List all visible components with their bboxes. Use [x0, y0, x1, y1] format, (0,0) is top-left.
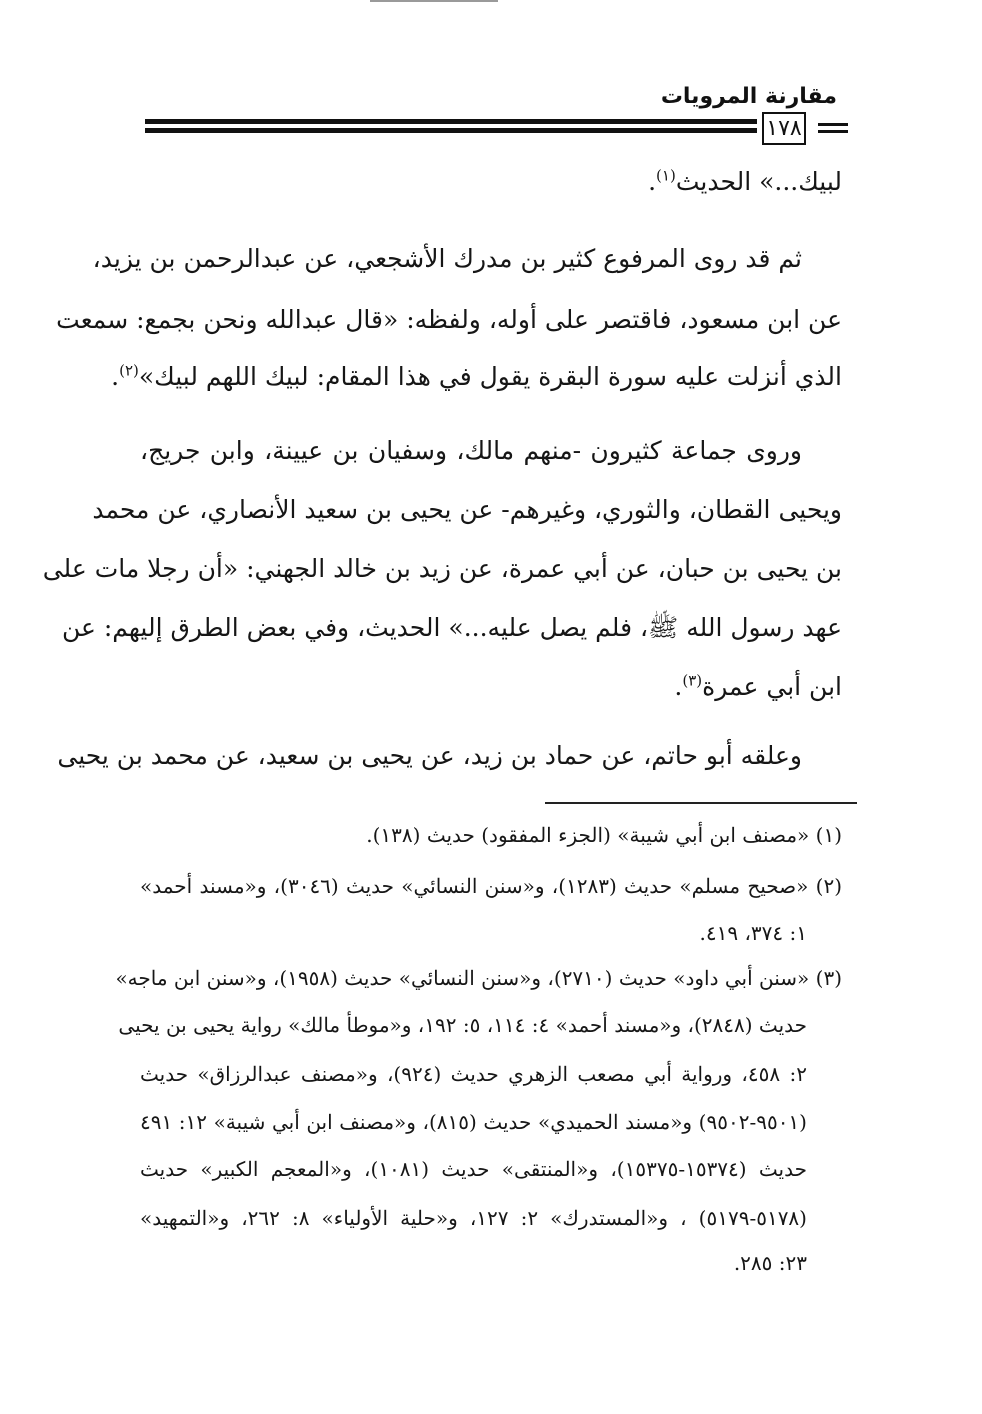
- header-rule-bottom: [145, 128, 757, 133]
- body-line: ثم قد روى المرفوع كثير بن مدرك الأشجعي، عن عبدالرحمن بن يزيد،: [92, 244, 802, 273]
- header-rule-top: [145, 119, 757, 124]
- body-line: عهد رسول الله ﷺ، فلم يصل عليه...» الحديث، وفي بعض الطرق إليهم: عن: [61, 613, 842, 642]
- footnote-line: حديث (٢٨٤٨)، و«مسند أحمد» ٤: ١١٤، ٥: ١٩٢، و«موطأ مالك» رواية يحيى بن يحيى: [118, 1013, 807, 1037]
- footnote-ref: (٣): [682, 671, 703, 690]
- body-line: بن يحيى بن حبان، عن أبي عمرة، عن زيد بن خالد الجهني: «أن رجلا مات على: [42, 554, 842, 583]
- footnote-line: ٢: ٤٥٨، ورواية أبي مصعب الزهري حديث (٩٢٤)، و«مصنف عبدالرزاق» حديث: [140, 1062, 807, 1086]
- footnote-line: (٢) «صحيح مسلم» حديث (١٢٨٣)، و«سنن النسائي» حديث (٣٠٤٦)، و«مسند أحمد»: [140, 874, 843, 898]
- body-line: ويحيى القطان، والثوري، وغيرهم- عن يحيى بن سعيد الأنصاري، عن محمد: [92, 495, 842, 524]
- body-line-text: لبيك...» الحديث: [675, 167, 842, 196]
- footnote-line: ٢٣: ٢٨٥.: [733, 1251, 807, 1275]
- footnote-line: (١) «مصنف ابن أبي شيبة» (الجزء المفقود) حديث (١٣٨).: [366, 823, 842, 847]
- footnote-line: (٥١٧٨-٥١٧٩) ، و«المستدرك» ٢: ١٢٧، و«حلية الأولياء» ٨: ٢٦٢، و«التمهيد»: [140, 1206, 807, 1230]
- body-line-tail: .: [648, 167, 657, 196]
- scan-edge-mark: [370, 0, 498, 2]
- footnote-line: (٣) «سنن أبي داود» حديث (٢٧١٠)، و«سنن النسائي» حديث (١٩٥٨)، و«سنن ابن ماجه»: [115, 966, 842, 990]
- body-line: [111, 361, 842, 392]
- body-line: وعلقه أبو حاتم، عن حماد بن زيد، عن يحيى بن سعيد، عن محمد بن يحيى: [57, 741, 802, 770]
- running-title: مقارنة المرويات: [660, 84, 837, 109]
- body-line: [140, 672, 842, 702]
- body-line: وروى جماعة كثيرون -منهم مالك، وسفيان بن عيينة، وابن جريج،: [140, 436, 802, 465]
- page-number-rule-bottom: [818, 130, 848, 133]
- footnote-line: ١: ٣٧٤، ٤١٩.: [699, 921, 807, 945]
- footnote-separator: [545, 802, 857, 804]
- body-line-tail: .: [111, 362, 120, 391]
- footnote-ref: (١): [656, 166, 676, 185]
- page-number-rule-top: [818, 123, 848, 126]
- body-line-tail: .: [674, 672, 683, 701]
- footnote-line: (٩٥٠١-٩٥٠٢) و«مسند الحميدي» حديث (٨١٥)، و«مصنف ابن أبي شيبة» ١٢: ٤٩١: [140, 1110, 807, 1134]
- body-line-text: الذي أنزلت عليه سورة البقرة يقول في هذا المقام: لبيك اللهم لبيك»: [138, 362, 842, 391]
- footnote-line: حديث (١٥٣٧٤-١٥٣٧٥)، و«المنتقى» حديث (١٠٨١)، و«المعجم الكبير» حديث: [140, 1157, 807, 1181]
- footnote-ref: (٢): [119, 361, 139, 380]
- body-line-text: ابن أبي عمرة: [702, 672, 842, 701]
- body-line: [140, 167, 842, 197]
- body-line: عن ابن مسعود، فاقتصر على أوله، ولفظه: «قال عبدالله ونحن بجمع: سمعت: [56, 305, 842, 334]
- page-number: ١٧٨: [762, 112, 806, 145]
